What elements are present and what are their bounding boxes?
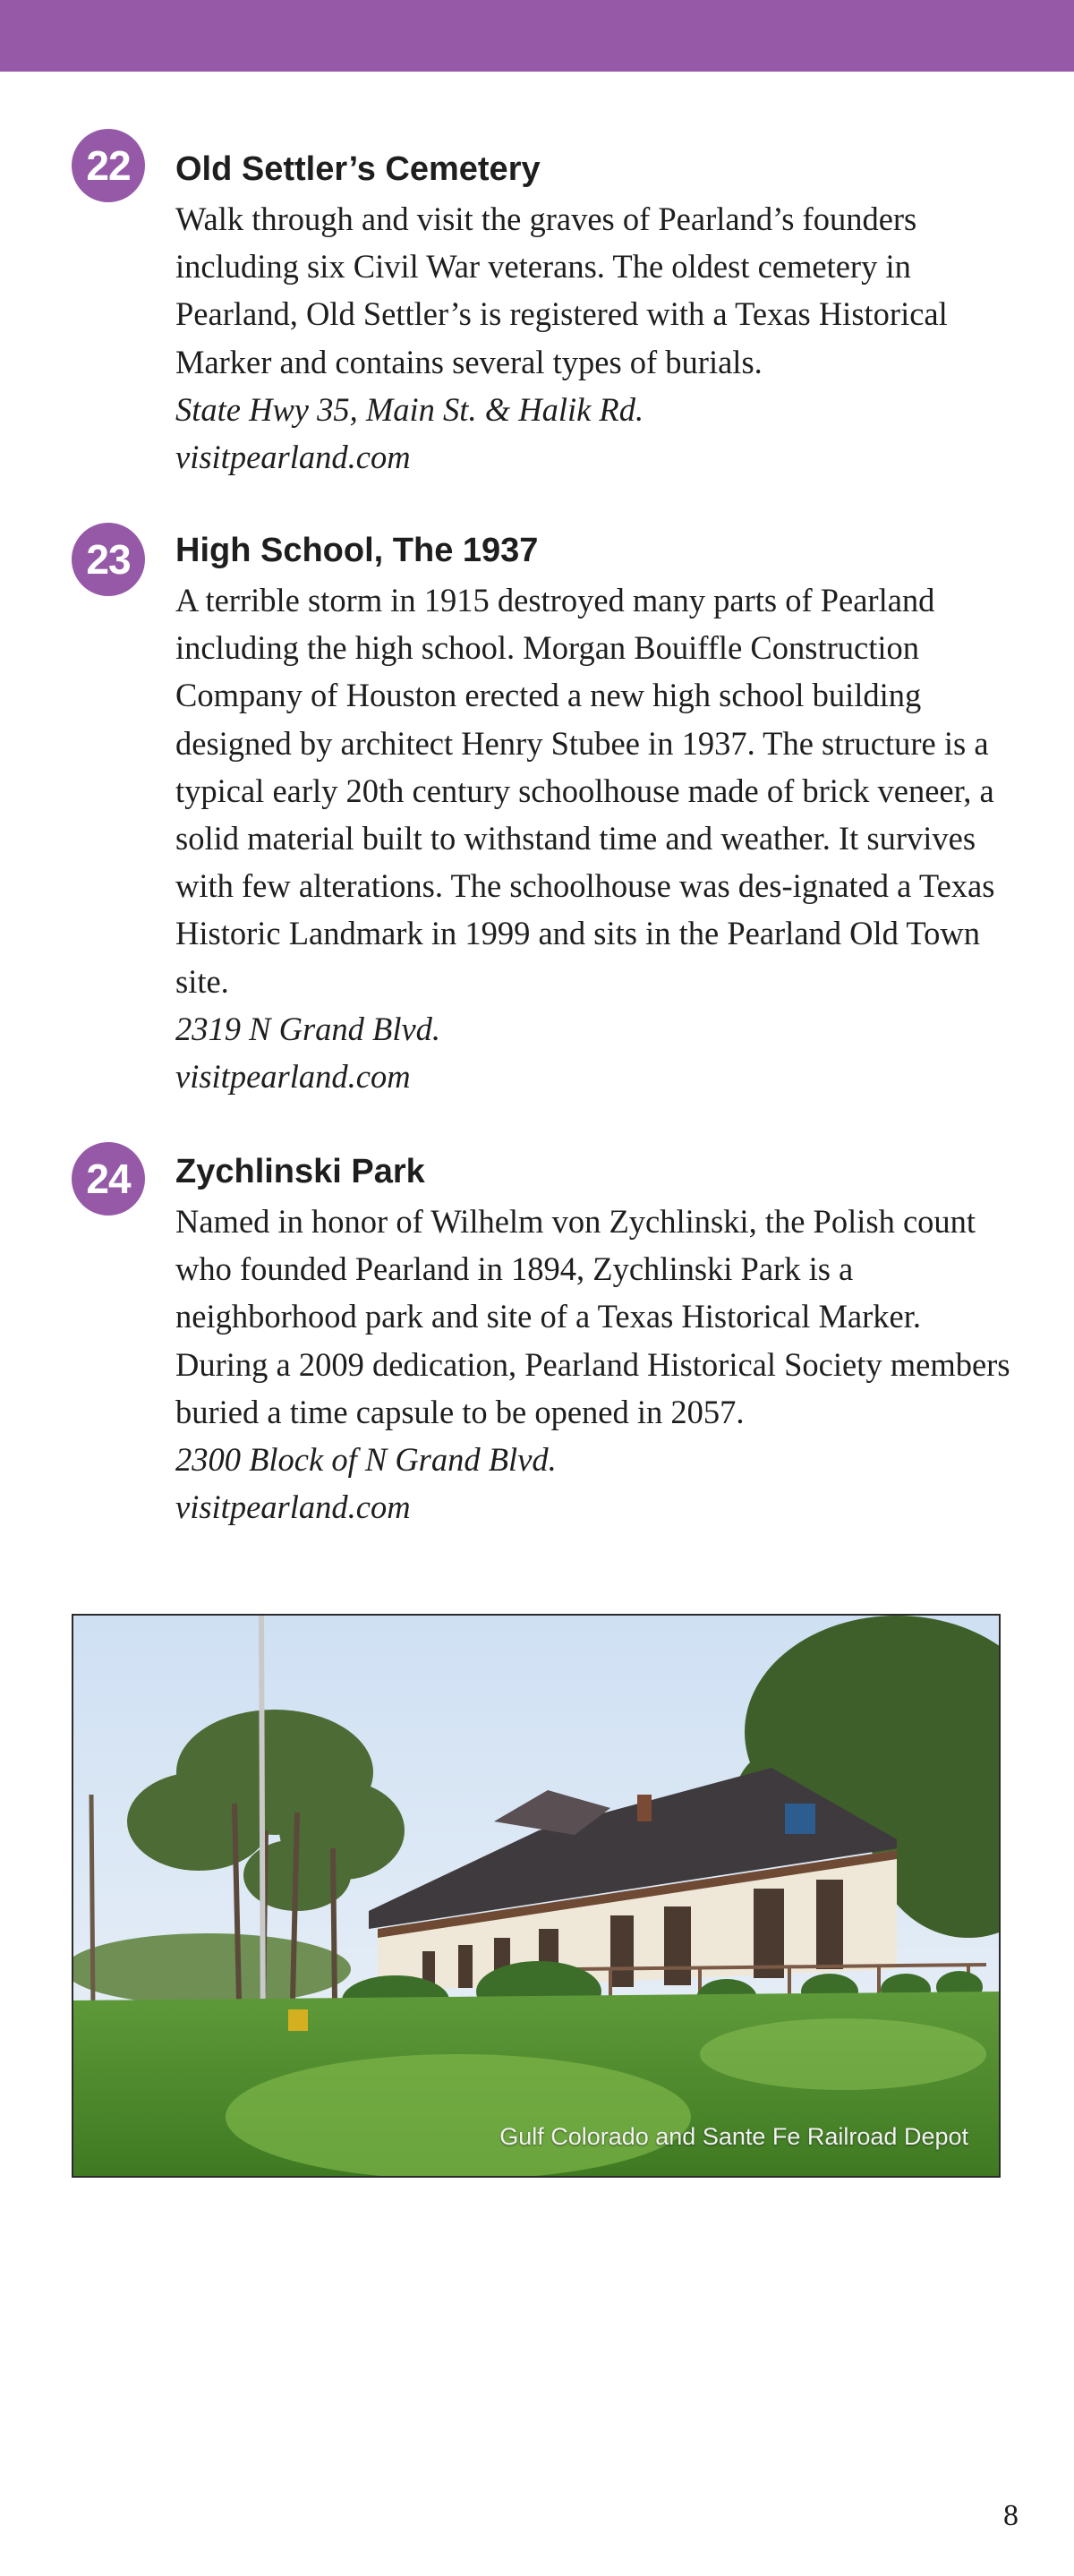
entry-description: Walk through and visit the graves of Pearland’s founders including six Civil War veterans. The oldest cemetery in Pearland, Old Settler’s is registered with a Texas Historical Marker and contains several types of burials. xyxy=(175,200,948,380)
depot-illustration xyxy=(73,1616,999,2176)
entry-website-link[interactable]: visitpearland.com xyxy=(175,1488,411,1526)
entry-website-link[interactable]: visitpearland.com xyxy=(175,1058,411,1096)
entry-number-badge: 22 xyxy=(72,129,145,202)
entry-number-badge: 24 xyxy=(72,1142,145,1215)
top-color-band xyxy=(0,0,1074,72)
entry-title: High School, The 1937 xyxy=(175,532,539,569)
entry-address: State Hwy 35, Main St. & Halik Rd. xyxy=(175,390,644,428)
entry-title: Zychlinski Park xyxy=(175,1153,425,1190)
entry-description: A terrible storm in 1915 destroyed many parts of Pearland including the high school. Morgan Bouiffle Construction Company of Houston erected a new high school building designed by architect Henry Stubee in 1937. The structure is a typical early 20th century schoolhouse made of brick veneer, a solid material built to withstand time and weather. It survives with few alterations. The schoolhouse was des-ignated a Texas Historic Landmark in 1999 and sits in the Pearland Old Town site. xyxy=(175,582,995,1000)
entry-address: 2319 N Grand Blvd. xyxy=(175,1010,441,1047)
entry-text xyxy=(175,530,1017,1100)
entry-address: 2300 Block of N Grand Blvd. xyxy=(175,1441,557,1479)
railroad-depot-photo xyxy=(72,1614,1001,2178)
entry-text xyxy=(175,1151,1017,1531)
entry-description: Named in honor of Wilhelm von Zychlinski, the Polish count who founded Pearland in 1894, Zychlinski Park is a neighborhood park and site of a Texas Historical Marker. During a 2009 dedication, Pearland Historical Society members buried a time capsule to be opened in 2057. xyxy=(175,1203,1010,1430)
entry-website-link[interactable]: visitpearland.com xyxy=(175,439,411,476)
entry-text xyxy=(175,149,1017,481)
page-number: 8 xyxy=(1003,2499,1019,2532)
entry-number-badge: 23 xyxy=(72,523,145,596)
entry-title: Old Settler’s Cemetery xyxy=(175,150,541,188)
photo-caption: Gulf Colorado and Sante Fe Railroad Depot xyxy=(499,2123,968,2150)
